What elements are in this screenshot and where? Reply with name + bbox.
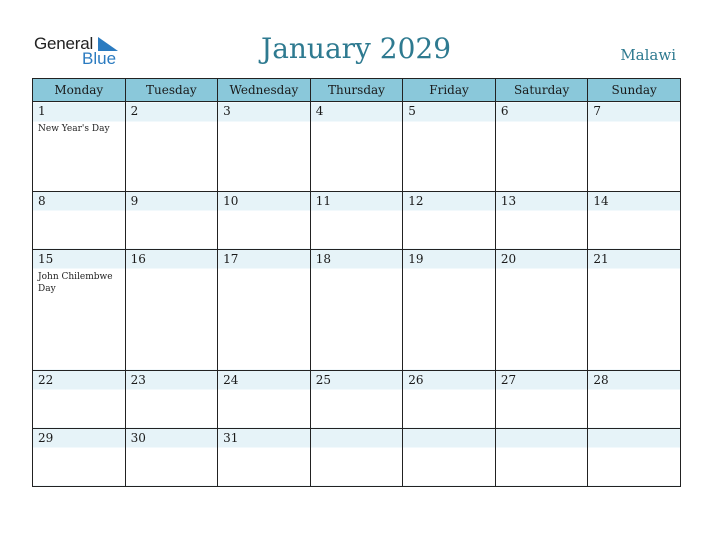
holiday-label <box>311 121 403 123</box>
day-cell <box>310 370 403 428</box>
day-number: 17 <box>223 251 239 266</box>
holiday-label <box>311 269 403 271</box>
day-number: 20 <box>500 251 517 266</box>
day-cell <box>310 102 403 192</box>
day-cell <box>403 191 496 249</box>
day-cell <box>125 102 218 192</box>
holiday-label <box>126 390 218 392</box>
holiday-label <box>496 269 588 271</box>
day-number: 29 <box>38 430 54 445</box>
holiday-label <box>218 211 310 213</box>
day-number: 11 <box>315 193 331 208</box>
holiday-label <box>588 121 680 123</box>
weekday-header: Wednesday <box>218 79 311 102</box>
holiday-label <box>33 448 125 450</box>
day-cell <box>218 191 311 249</box>
day-number: 19 <box>408 251 424 266</box>
day-number: 2 <box>130 104 139 118</box>
day-number: 9 <box>130 193 139 208</box>
day-number: 31 <box>223 430 239 445</box>
day-cell <box>495 428 588 486</box>
weekday-header: Friday <box>403 79 496 102</box>
day-cell <box>495 191 588 249</box>
day-cell <box>495 370 588 428</box>
day-number: 5 <box>408 104 416 118</box>
day-number: 13 <box>500 193 517 208</box>
holiday-label <box>126 448 218 450</box>
holiday-label <box>588 390 680 392</box>
day-number: 8 <box>38 193 46 208</box>
day-number <box>496 429 588 448</box>
day-cell <box>125 249 218 370</box>
holiday-label <box>311 448 403 450</box>
holiday-label <box>126 121 218 123</box>
day-cell <box>403 370 496 428</box>
week-row <box>33 102 681 192</box>
day-cell <box>125 370 218 428</box>
calendar-title: January 2029 <box>260 32 452 65</box>
holiday-label <box>588 448 680 450</box>
holiday-label <box>33 390 125 392</box>
holiday-label <box>218 269 310 271</box>
holiday-label <box>33 211 125 213</box>
day-cell <box>588 191 681 249</box>
weekday-header: Saturday <box>495 79 588 102</box>
day-number: 12 <box>408 193 424 208</box>
day-cell <box>310 428 403 486</box>
logo-text-blue: Blue <box>82 49 117 68</box>
day-number <box>311 429 403 448</box>
day-cell <box>588 428 681 486</box>
day-cell <box>33 370 126 428</box>
holiday-label <box>496 211 588 213</box>
day-number: 21 <box>593 251 609 266</box>
day-number: 1 <box>38 104 46 118</box>
holiday-label: New Year's Day <box>38 124 110 134</box>
holiday-label <box>403 448 495 450</box>
holiday-label <box>588 269 680 271</box>
day-cell <box>403 102 496 192</box>
day-number: 16 <box>130 251 146 266</box>
day-cell <box>125 428 218 486</box>
day-number: 23 <box>130 372 146 387</box>
day-cell <box>218 370 311 428</box>
week-row <box>33 249 681 370</box>
holiday-label <box>126 269 218 271</box>
day-number: 18 <box>315 251 331 266</box>
weekday-header: Sunday <box>588 79 681 102</box>
weekday-header: Thursday <box>310 79 403 102</box>
weekday-header-row <box>33 79 681 102</box>
day-cell <box>218 249 311 370</box>
day-cell <box>33 191 126 249</box>
day-cell <box>588 102 681 192</box>
day-number: 30 <box>130 430 146 445</box>
day-number: 14 <box>593 193 609 208</box>
day-cell <box>310 191 403 249</box>
day-cell <box>403 249 496 370</box>
day-number: 27 <box>500 372 517 387</box>
day-cell <box>218 102 311 192</box>
holiday-label <box>496 448 588 450</box>
holiday-label <box>218 121 310 123</box>
holiday-label <box>403 211 495 213</box>
holiday-label <box>403 269 495 271</box>
day-cell <box>403 428 496 486</box>
country-label: Malawi <box>620 46 676 64</box>
holiday-label <box>218 448 310 450</box>
holiday-label <box>403 121 495 123</box>
day-number <box>588 429 680 448</box>
day-number: 25 <box>315 372 331 387</box>
day-number: 28 <box>593 372 609 387</box>
day-number: 24 <box>223 372 239 387</box>
day-number: 15 <box>38 251 54 266</box>
holiday-label <box>126 211 218 213</box>
day-cell <box>218 428 311 486</box>
holiday-label <box>311 390 403 392</box>
day-cell <box>33 249 126 370</box>
holiday-label <box>403 390 495 392</box>
day-cell <box>588 249 681 370</box>
holiday-label: John Chilembwe Day <box>38 271 113 294</box>
holiday-label <box>311 211 403 213</box>
day-number: 3 <box>223 104 231 118</box>
day-number: 6 <box>500 104 509 118</box>
day-number: 4 <box>315 104 324 118</box>
day-number: 10 <box>223 193 239 208</box>
day-number: 26 <box>408 372 424 387</box>
day-cell <box>33 428 126 486</box>
calendar-grid <box>32 78 681 487</box>
week-row <box>33 370 681 428</box>
day-cell <box>588 370 681 428</box>
day-number <box>403 429 495 448</box>
weekday-header: Tuesday <box>125 79 218 102</box>
week-row <box>33 428 681 486</box>
weekday-header: Monday <box>33 79 126 102</box>
week-row <box>33 191 681 249</box>
day-number: 7 <box>593 104 602 118</box>
holiday-label <box>496 390 588 392</box>
logo-text-general: General <box>34 34 94 53</box>
day-cell <box>33 102 126 192</box>
holiday-label <box>496 121 588 123</box>
day-number: 22 <box>38 372 54 387</box>
day-cell <box>495 102 588 192</box>
holiday-label <box>218 390 310 392</box>
day-cell <box>495 249 588 370</box>
day-cell <box>310 249 403 370</box>
holiday-label <box>588 211 680 213</box>
day-cell <box>125 191 218 249</box>
